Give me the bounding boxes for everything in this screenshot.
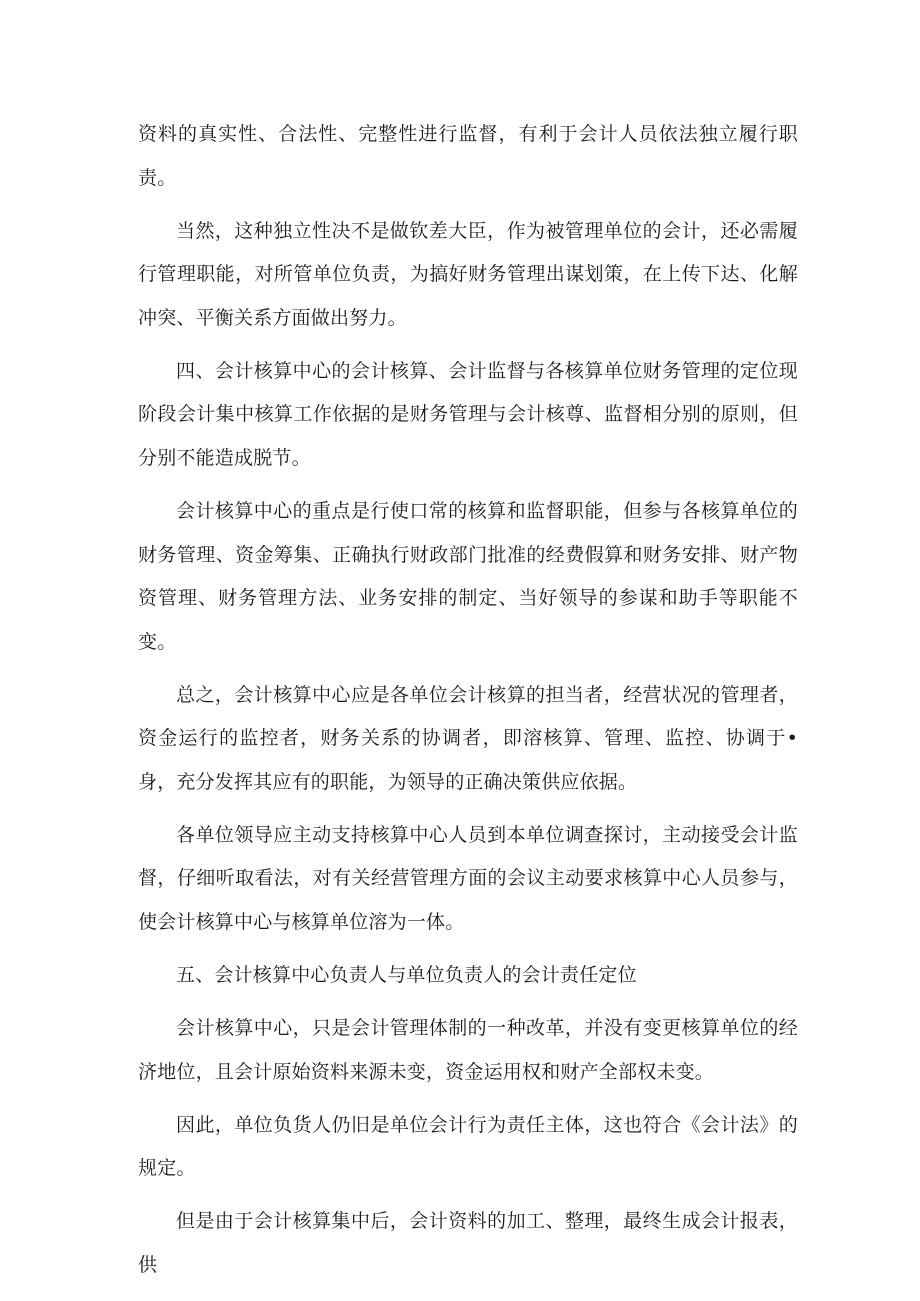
paragraph: 但是由于会计核算集中后，会计资料的加工、整理，最终生成会计报表，供 (138, 1210, 798, 1276)
document-body (138, 113, 798, 1297)
section-heading-paragraph: 四、会计核算中心的会计核算、会计监督与各核算单位财务管理的定位现阶段会计集中核算工作依据的是财务管理与会计核尊、监督相分别的原则，但分别不能造成脱节。 (138, 359, 798, 469)
paragraph: 总之，会计核算中心应是各单位会计核算的担当者，经营状况的管理者，资金运行的监控者，财务关系的协调者，即溶核算、管理、监控、协调于•身，充分发挥其应有的职能，为领导的正确决策供应依据。 (138, 683, 798, 793)
section-heading: 五、会计核算中心负责人与单位负责人的会计责任定位 (176, 964, 637, 987)
paragraph: 会计核算中心，只是会计管理体制的一种改革，并没有变更核算单位的经济地位，且会计原始资料来源未变，资金运用权和财产全部权未变。 (138, 1017, 798, 1083)
paragraph: 因此，单位负货人仍旧是单位会计行为责任主体，这也符合《会计法》的规定。 (138, 1113, 798, 1180)
paragraph: 资料的真实性、合法性、完整性进行监督，有利于会计人员依法独立履行职责。 (138, 123, 798, 189)
paragraph: 各单位领导应主动支持核算中心人员到本单位调查探讨，主动接受会计监督，仔细听取看法，对有关经营管理方面的会议主动要求核算中心人员参与，使会计核算中心与核算单位溶为一体。 (138, 823, 798, 934)
paragraph: 会计核算中心的重点是行使口常的核算和监督职能，但参与各核算单位的财务管理、资金筹集、正确执行财政部门批准的经费假算和财务安排、财产物资管理、财务管理方法、业务安排的制定、当好领导的参谋和助手等职能不变。 (138, 499, 798, 653)
paragraph: 当然，这种独立性决不是做钦差大臣，作为被管理单位的会计，还必需履行管理职能，对所管单位负责，为搞好财务管理出谋划策，在上传下达、化解冲突、平衡关系方面做出努力。 (138, 219, 798, 329)
